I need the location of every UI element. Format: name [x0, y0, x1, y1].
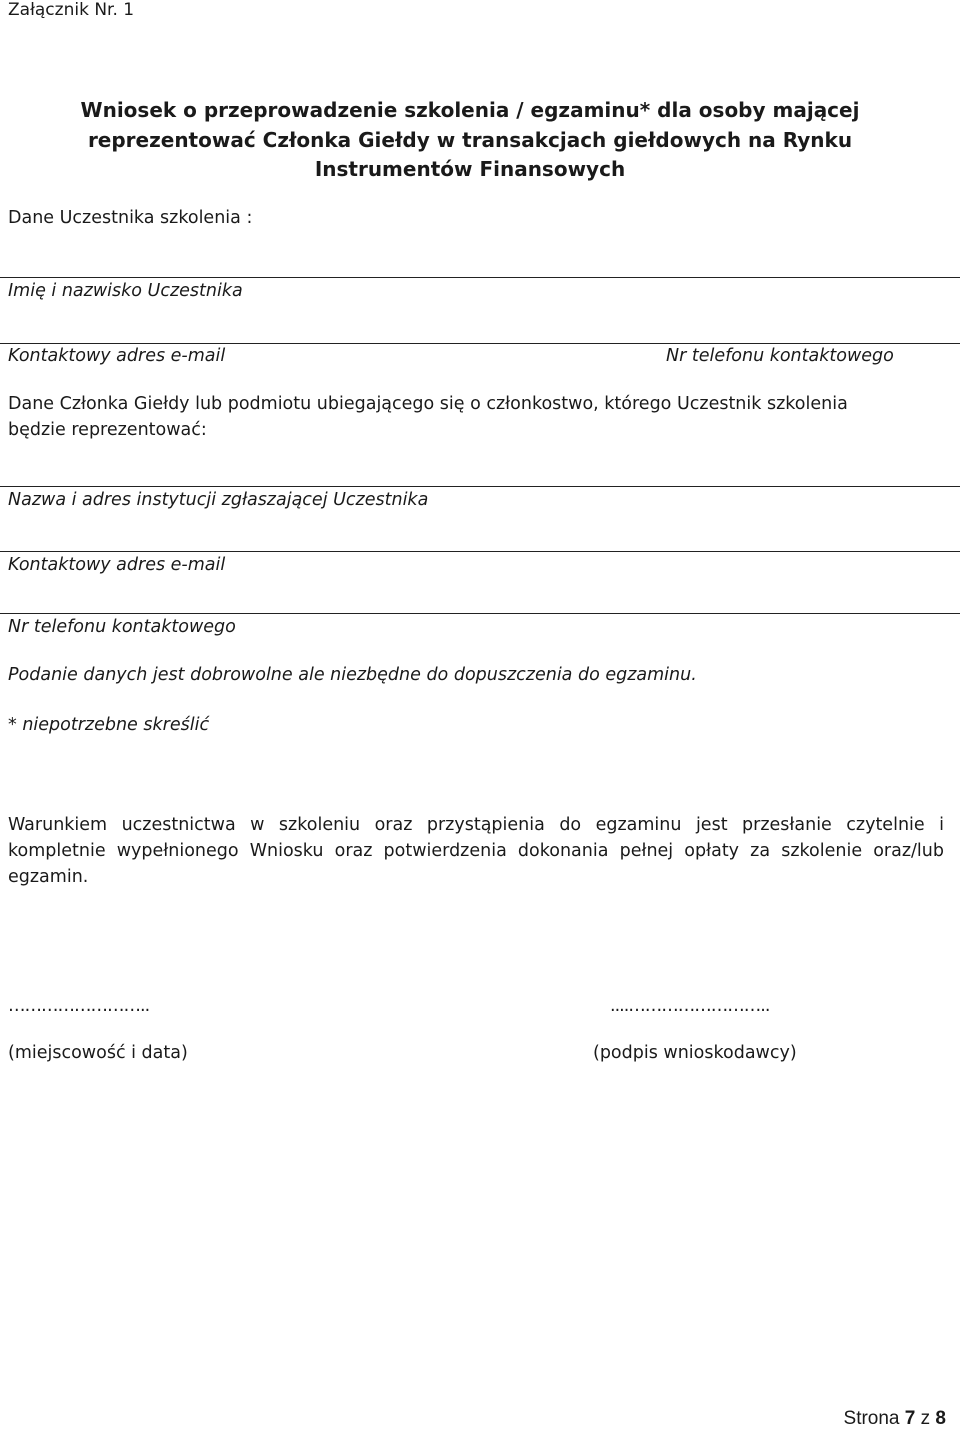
form-title-line-3: Instrumentów Finansowych [314, 157, 626, 181]
member-email-line [0, 551, 960, 552]
form-title-line-1: Wniosek o przeprowadzenie szkolenia / egzaminu* dla osoby mającej [80, 98, 860, 122]
participant-phone-label: Nr telefonu kontaktowego [666, 346, 894, 366]
participant-section-heading: Dane Uczestnika szkolenia : [8, 208, 253, 228]
page-current: 7 [904, 1408, 916, 1429]
participant-email-label: Kontaktowy adres e-mail [8, 346, 226, 366]
signature-label: (podpis wnioskodawcy) [593, 1043, 797, 1063]
signature-dots: ....…………………….. [610, 996, 770, 1016]
participation-condition-text: Warunkiem uczestnictwa w szkoleniu oraz przystąpienia do egzaminu jest przesłanie czytelnie i kompletnie wypełnionego Wniosku oraz potwierdzenia dokonania pełnej opłaty za szkolenie oraz/lub egzamin. [8, 815, 944, 887]
participant-contact-line [0, 343, 960, 344]
member-section-heading-line-1: Dane Członka Giełdy lub podmiotu ubiegającego się o członkostwo, którego Uczestnik szkolenia [8, 394, 848, 414]
institution-label: Nazwa i adres instytucji zgłaszającej Uczestnika [8, 490, 429, 510]
member-email-label: Kontaktowy adres e-mail [8, 555, 226, 575]
place-date-label: (miejscowość i data) [8, 1043, 188, 1063]
member-section-heading-line-2: będzie reprezentować: [8, 420, 207, 440]
strike-note: * niepotrzebne skreślić [8, 715, 210, 735]
page-word: Strona [843, 1408, 900, 1429]
page-total: 8 [935, 1408, 946, 1429]
annex-label: Załącznik Nr. 1 [8, 0, 135, 20]
participant-name-line [0, 277, 960, 278]
form-title-line-2: reprezentować Członka Giełdy w transakcjach giełdowych na Rynku [87, 128, 853, 152]
page-of: z [920, 1408, 931, 1429]
member-phone-line [0, 613, 960, 614]
place-date-dots: …………………….. [8, 996, 150, 1016]
page-number [844, 1408, 946, 1430]
participant-name-label: Imię i nazwisko Uczestnika [8, 281, 243, 301]
institution-line [0, 486, 960, 487]
voluntary-data-note: Podanie danych jest dobrowolne ale niezbędne do dopuszczenia do egzaminu. [8, 665, 697, 685]
member-phone-label: Nr telefonu kontaktowego [8, 617, 236, 637]
